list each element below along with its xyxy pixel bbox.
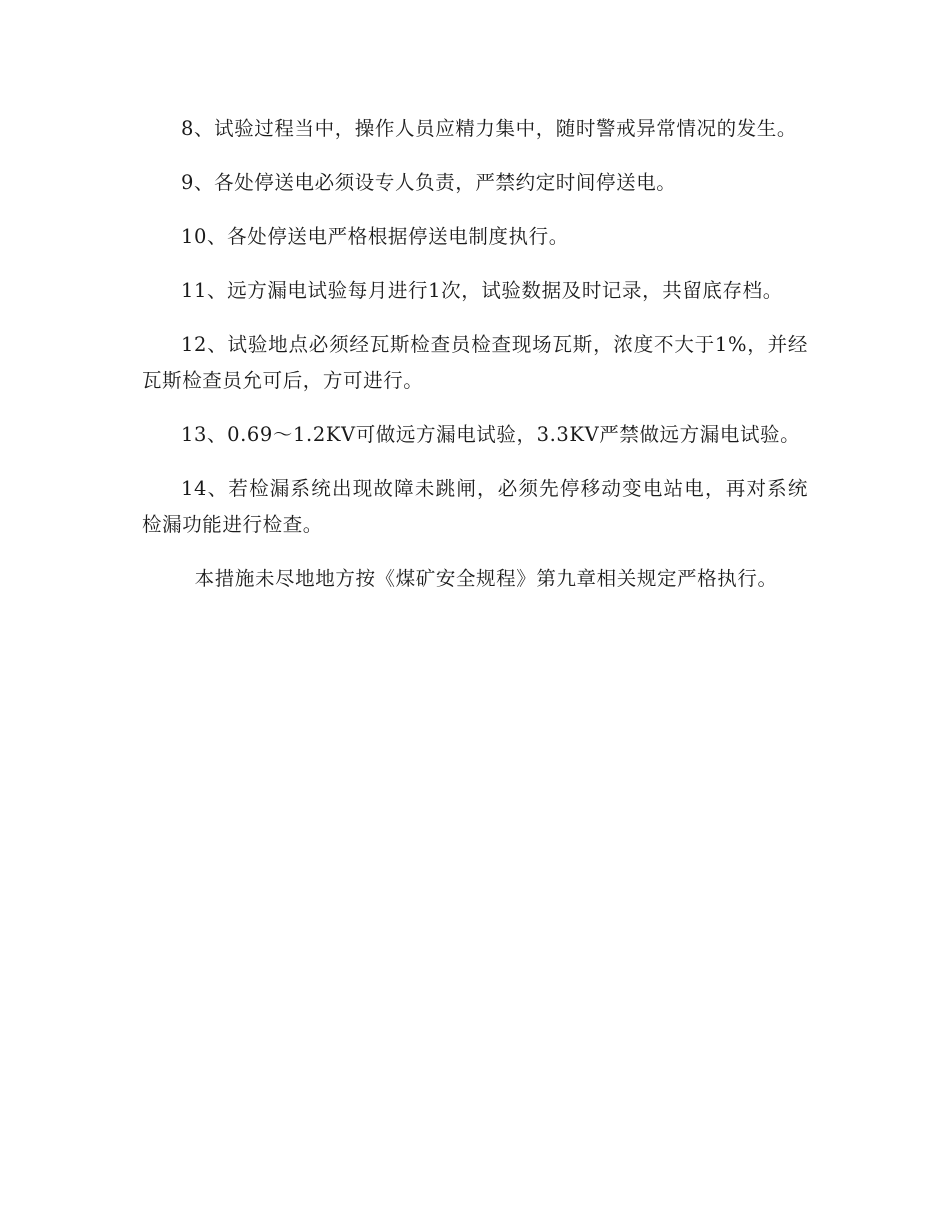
paragraph-item-8: 8、试验过程当中，操作人员应精力集中，随时警戒异常情况的发生。 [181, 117, 798, 140]
document-body [142, 111, 808, 615]
paragraph-item-14: 14、若检漏系统出现故障未跳闸，必须先停移动变电站电，再对系统检漏功能进行检查。 [142, 477, 808, 536]
paragraph-item-10: 10、各处停送电严格根据停送电制度执行。 [181, 225, 569, 248]
closing-paragraph: 本措施未尽地地方按《煤矿安全规程》第九章相关规定严格执行。 [194, 567, 778, 590]
paragraph-item-12: 12、试验地点必须经瓦斯检查员检查现场瓦斯，浓度不大于1%，并经瓦斯检查员允可后，方可进行。 [142, 333, 808, 392]
paragraph-item-11: 11、远方漏电试验每月进行1次，试验数据及时记录，共留底存档。 [181, 279, 783, 302]
paragraph-item-9: 9、各处停送电必须设专人负责，严禁约定时间停送电。 [181, 171, 677, 194]
paragraph-item-13: 13、0.69～1.2KV可做远方漏电试验，3.3KV严禁做远方漏电试验。 [181, 423, 801, 446]
